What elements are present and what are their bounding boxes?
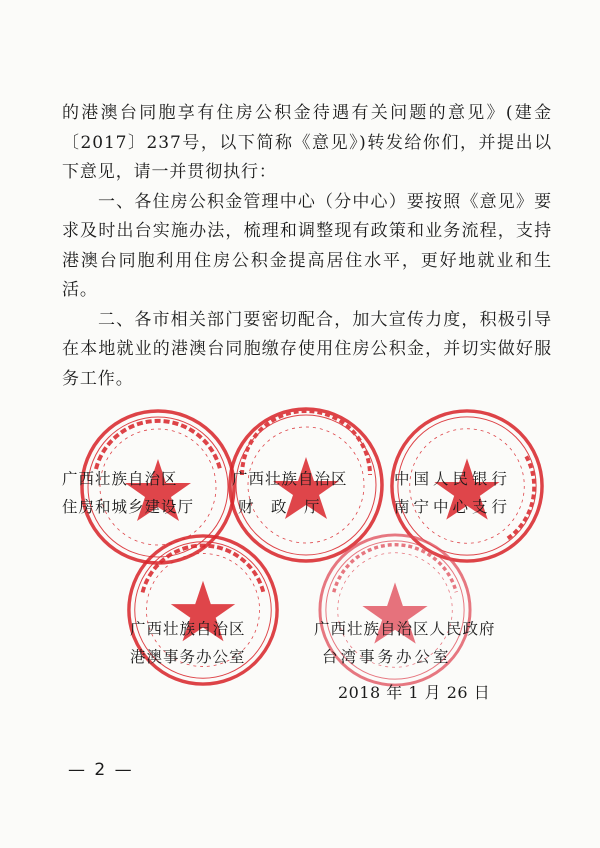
issuer-line2: 南宁中心支行 <box>394 498 512 516</box>
issuer-line1: 广西壮族自治区 <box>232 470 348 488</box>
paragraph-intro: 的港澳台同胞享有住房公积金待遇有关问题的意见》(建金〔2017〕237号，以下简称《意见》)转发给你们，并提出以下意见，请一并贯彻执行： <box>62 103 552 182</box>
issuer-line1: 广西壮族自治区 <box>62 470 178 488</box>
issue-date: 2018 年 1 月 26 日 <box>338 683 491 702</box>
issuer-line1: 广西壮族自治区人民政府 <box>314 620 496 638</box>
issuer-taiwan-office <box>314 618 496 668</box>
page-number: — 2 — <box>68 760 134 780</box>
issuer-line2: 住房和城乡建设厅 <box>62 498 195 516</box>
issuer-hkmacao-office <box>130 618 246 668</box>
issuer-finance-dept <box>232 468 348 518</box>
issuer-line1: 广西壮族自治区 <box>130 620 246 638</box>
issuer-line2: 台湾事务办公室 <box>322 648 452 666</box>
issuer-line2: 港澳事务办公室 <box>130 648 246 666</box>
paragraph-item-1: 一、各住房公积金管理中心（分中心）要按照《意见》要求及时出台实施办法，梳理和调整现有政策和业务流程，支持港澳台同胞利用住房公积金提高居住水平，更好地就业和生活。 <box>62 191 552 300</box>
issuer-line1: 中国人民银行 <box>394 470 512 488</box>
issuer-pboc-nanning <box>394 468 511 518</box>
paragraph-item-2: 二、各市相关部门要密切配合，加大宣传力度，积极引导在本地就业的港澳台同胞缴存使用住房公积金，并切实做好服务工作。 <box>62 309 552 389</box>
body-text <box>62 99 552 394</box>
issuer-housing-dept <box>62 468 194 518</box>
issuer-line2: 财 政 厅 <box>238 498 321 516</box>
